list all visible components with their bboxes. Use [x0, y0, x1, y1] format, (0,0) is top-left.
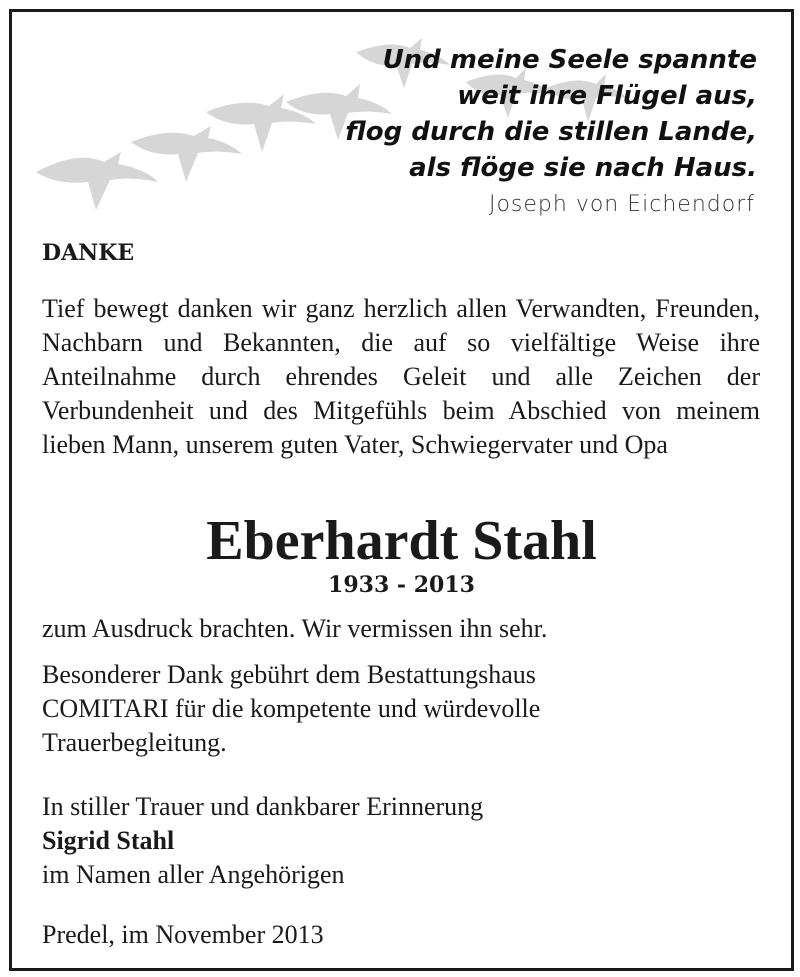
deceased-years: 1933 - 2013 — [328, 572, 475, 598]
signature-block — [42, 790, 760, 892]
place-date: Predel, im November 2013 — [42, 920, 324, 949]
closing-line: zum Ausdruck brachten. Wir vermissen ihn sehr. — [42, 614, 548, 643]
poem-line-4: als flöge sie nach Haus. — [409, 153, 757, 183]
poem-line-3: flog durch die stillen Lande, — [345, 117, 757, 147]
heading-danke: DANKE — [42, 240, 135, 266]
poem — [197, 42, 757, 186]
special-thanks-line-2: COMITARI für die kompetente und würdevolle — [42, 694, 541, 723]
poem-author: Joseph von Eichendorf — [488, 192, 755, 217]
special-thanks-line-3: Trauerbegleitung. — [42, 728, 227, 757]
poem-line-2: weit ihre Flügel aus, — [457, 81, 757, 111]
special-thanks-line-1: Besonderer Dank gebührt dem Bestattungshaus — [42, 660, 536, 689]
intro-paragraph: Tief bewegt danken wir ganz herzlich allen Verwandten, Freunden, Nachbarn und Bekannten, die auf so vielfältige Weise ihre Anteilnahme durch ehrendes Geleit und alle Zeichen der Verbundenheit und des Mitgefühls beim Abschied von meinem lieben Mann, unserem guten Vater, Schwiegervater und Opa — [42, 294, 760, 459]
special-thanks — [42, 658, 760, 760]
notice-frame — [9, 9, 794, 971]
signature-name: Sigrid Stahl — [42, 826, 175, 855]
signature-line-1: In stiller Trauer und dankbarer Erinnerung — [42, 792, 484, 821]
deceased-name: Eberhardt Stahl — [206, 510, 597, 572]
signature-line-3: im Namen aller Angehörigen — [42, 860, 345, 889]
poem-line-1: Und meine Seele spannte — [382, 45, 757, 75]
